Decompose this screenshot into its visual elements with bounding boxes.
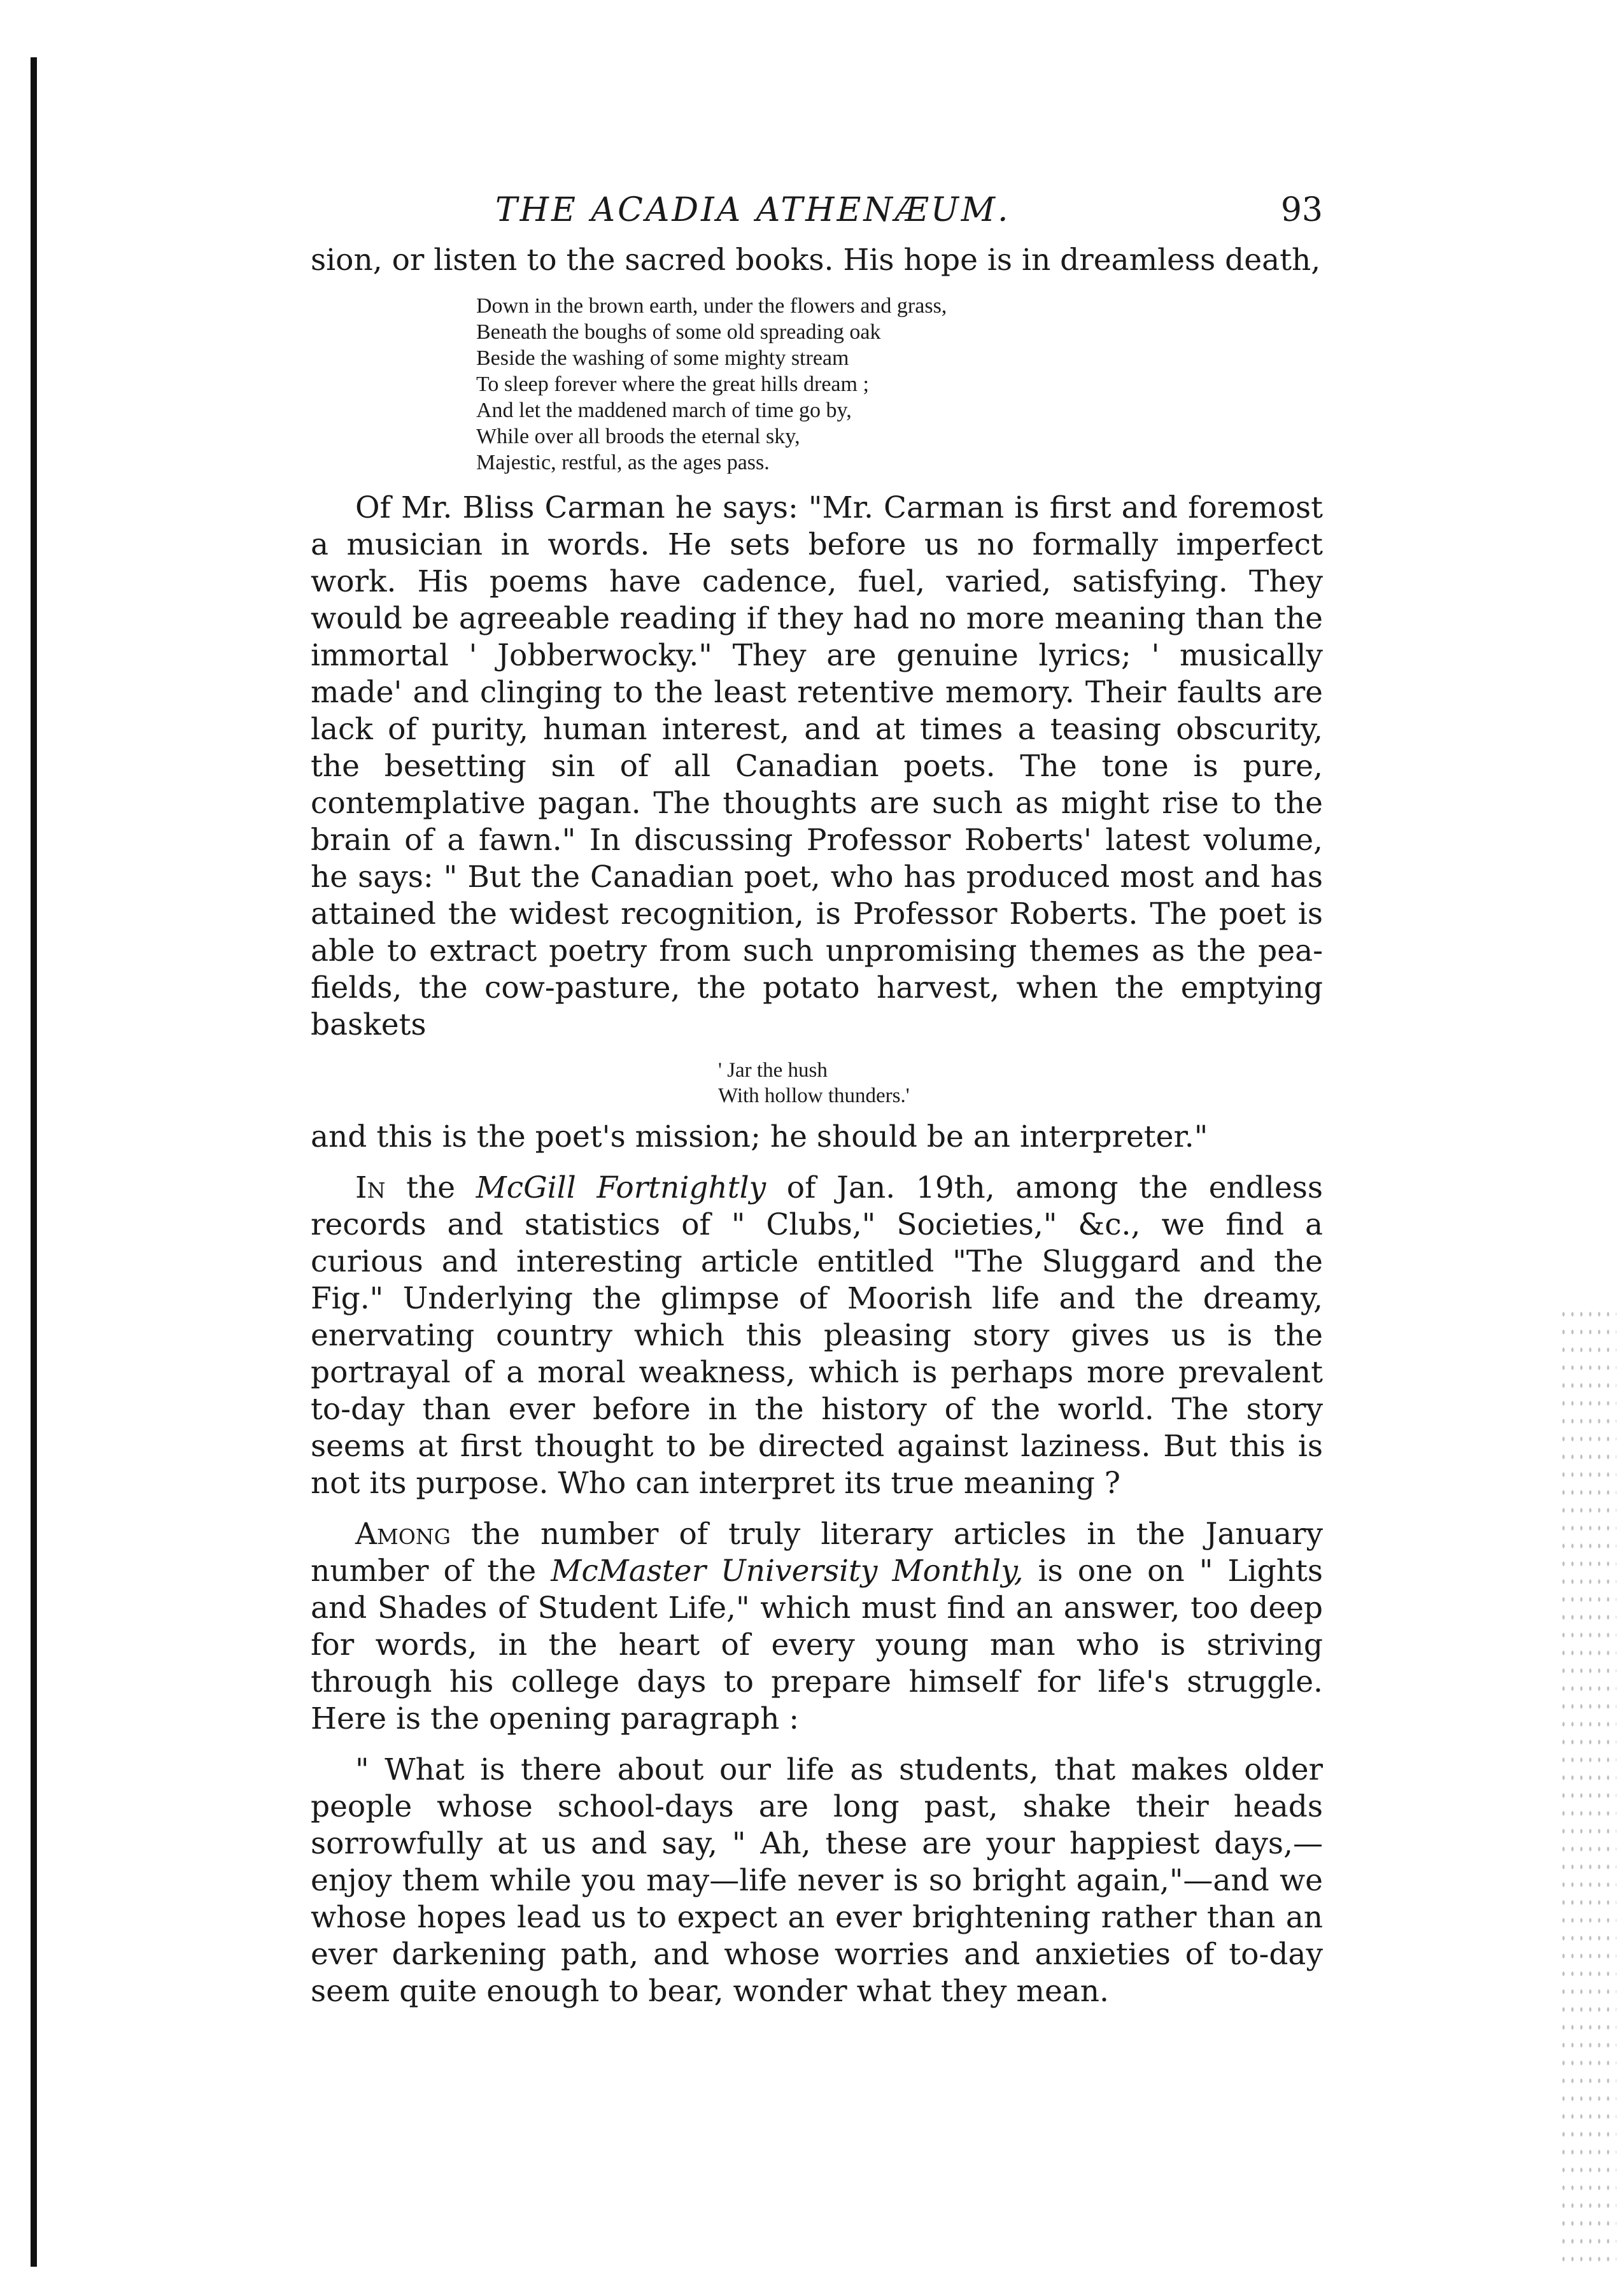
poem-line: Majestic, restful, as the ages pass. xyxy=(476,451,770,474)
paragraph-4-text: of Jan. 19th, among the endless records and statistics of " Clubs," Societies," &c., we find a curious and interesting article entitled "The Sluggard and the Fig." Underlying the glimpse of Moorish life and the dreamy, enervating country which this pleasing story gives us is the portrayal of a moral weakness, which is perhaps more prevalent to-day than ever before in the history of the world. The story seems at first thought to be directed against laziness. But this is not its purpose. Who can interpret its true meaning ? xyxy=(311,1170,1323,1501)
poem-line: While over all broods the eternal sky, xyxy=(476,425,800,448)
quote-line: With hollow thunders.' xyxy=(718,1084,910,1107)
quote-excerpt xyxy=(718,1058,1323,1109)
quote-line: ' Jar the hush xyxy=(718,1059,828,1082)
paragraph-5 xyxy=(311,1516,1323,1738)
poem-line: And let the maddened march of time go by, xyxy=(476,399,852,422)
page-number: 93 xyxy=(1280,191,1323,229)
paragraph-5-text: is one on " Lights and Shades of Student Life," which must find an answer, too deep for words, in the heart of every young man who is striving through his college days to prepare himself for life's struggle. Here is the opening paragraph : xyxy=(311,1554,1323,1736)
running-title: THE ACADIA ATHENÆUM. xyxy=(495,191,1011,229)
paragraph-5-title: McMaster University Monthly, xyxy=(551,1554,1024,1589)
paragraph-2: Of Mr. Bliss Carman he says: "Mr. Carman is first and foremost a musician in words. He sets before us no formally imperfect work. His poems have cadence, fuel, varied, satisfying. They would be agreeable reading if they had no more meaning than the immortal ' Jobberwocky." They are genuine lyrics; ' musically made' and clinging to the least retentive memory. Their faults are lack of purity, human interest, and at times a teasing obscurity, the besetting sin of all Canadian poets. The tone is pure, contemplative pagan. The thoughts are such as might rise to the brain of a fawn." In discussing Professor Roberts' latest volume, he says: " But the Canadian poet, who has produced most and has attained the widest recognition, is Professor Roberts. The poet is able to extract poetry from such unpromising themes as the pea-fields, the cow-pasture, the potato harvest, when the emptying baskets xyxy=(311,490,1323,1042)
scan-noise xyxy=(1559,1305,1616,2273)
paragraph-3: and this is the poet's mission; he should be an interpreter." xyxy=(311,1119,1208,1154)
paragraph-5-lead: Among xyxy=(355,1517,451,1552)
paragraph-4 xyxy=(311,1170,1323,1502)
paragraph-1: sion, or listen to the sacred books. His hope is in dreamless death, xyxy=(311,243,1321,278)
page xyxy=(311,191,1323,2024)
binding-edge xyxy=(31,57,37,2267)
poem-line: Down in the brown earth, under the flowers and grass, xyxy=(476,294,947,318)
poem-line: To sleep forever where the great hills dream ; xyxy=(476,372,869,396)
paragraph-4-lead: In xyxy=(355,1170,386,1205)
paragraph-4-title: McGill Fortnightly xyxy=(476,1170,766,1205)
poem-excerpt xyxy=(476,293,1323,476)
paragraph-5-before-title: the number of truly literary articles in the January number of the xyxy=(311,1517,1323,1589)
running-head xyxy=(311,191,1323,242)
paragraph-4-before-title: the xyxy=(385,1170,476,1205)
poem-line: Beside the washing of some mighty stream xyxy=(476,346,849,370)
poem-line: Beneath the boughs of some old spreading oak xyxy=(476,320,881,344)
article-body xyxy=(311,242,1323,2010)
paragraph-6: " What is there about our life as students, that makes older people whose school-days are long past, shake their heads sorrowfully at us and say, " Ah, these are your happiest days,—enjoy them while you may—life never is so bright again,"—and we whose hopes lead us to expect an ever brightening rather than an ever darkening path, and whose worries and anxieties of to-day seem quite enough to bear, wonder what they mean. xyxy=(311,1752,1323,2009)
